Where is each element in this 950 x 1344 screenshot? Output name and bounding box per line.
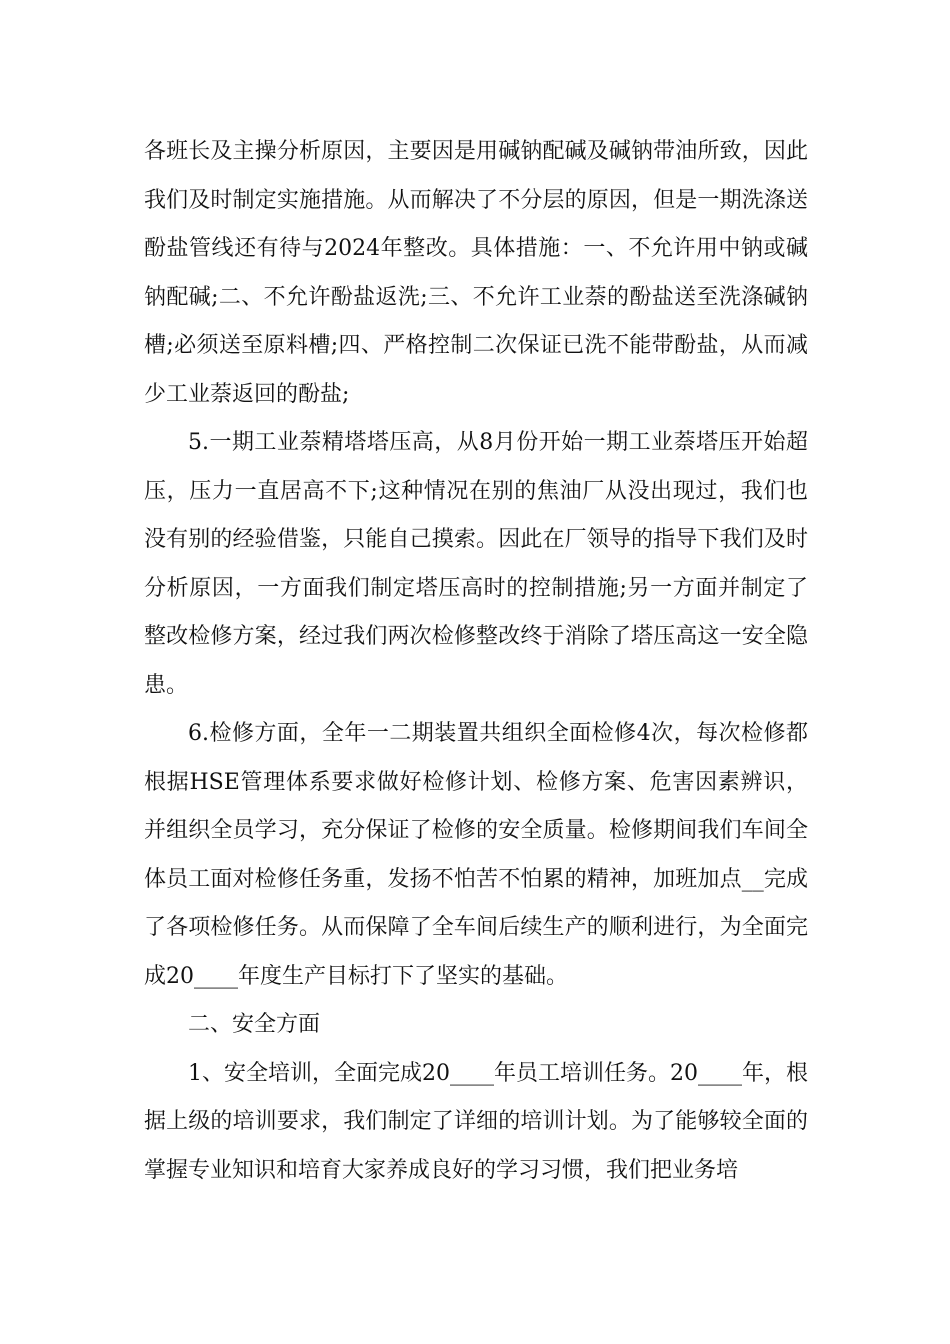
document-body	[144, 128, 808, 1195]
section-heading-safety: 二、安全方面	[188, 1012, 321, 1037]
paragraph-item-5: 5.一期工业萘精塔塔压高，从8月份开始一期工业萘塔压开始超压，压力一直居高不下;这种情况在别的焦油厂从没出现过，我们也没有别的经验借鉴，只能自己摸索。因此在厂领导的指导下我们及时分析原因，一方面我们制定塔压高时的控制措施;另一方面并制定了整改检修方案，经过我们两次检修整改终于消除了塔压高这一安全隐患。	[144, 430, 808, 698]
paragraph-safety-training: 1、安全培训，全面完成20____年员工培训任务。20____年，根据上级的培训要求，我们制定了详细的培训计划。为了能够较全面的掌握专业知识和培育大家养成良好的学习习惯，我们把业务培	[144, 1060, 808, 1183]
paragraph-continuation: 各班长及主操分析原因，主要因是用碱钠配碱及碱钠带油所致，因此我们及时制定实施措施。从而解决了不分层的原因，但是一期洗涤送酚盐管线还有待与2024年整改。具体措施：一、不允许用中钠或碱钠配碱;二、不允许酚盐返洗;三、不允许工业萘的酚盐送至洗涤碱钠槽;必须送至原料槽;四、严格控制二次保证已洗不能带酚盐，从而减少工业萘返回的酚盐;	[144, 139, 808, 407]
paragraph-item-6: 6.检修方面，全年一二期装置共组织全面检修4次，每次检修都根据HSE管理体系要求做好检修计划、检修方案、危害因素辨识，并组织全员学习，充分保证了检修的安全质量。检修期间我们车间全体员工面对检修任务重，发扬不怕苦不怕累的精神，加班加点__完成了各项检修任务。从而保障了全车间后续生产的顺利进行，为全面完成20____年度生产目标打下了坚实的基础。	[144, 721, 808, 989]
